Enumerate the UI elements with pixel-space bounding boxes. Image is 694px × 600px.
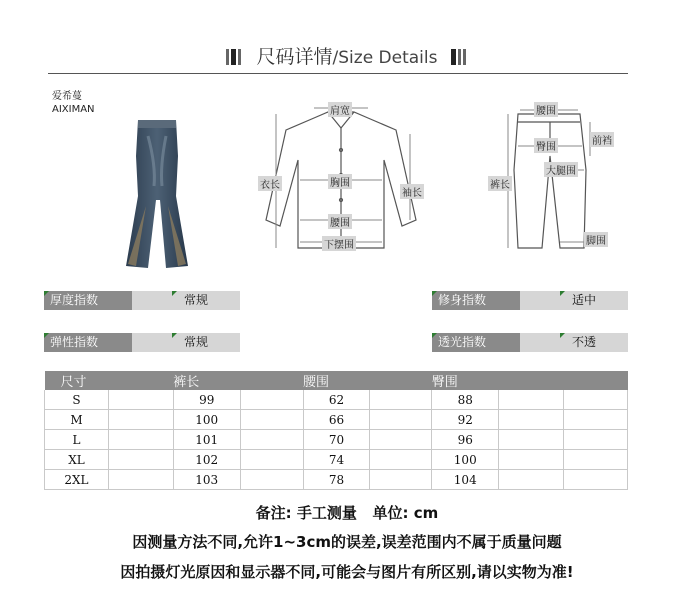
thickness-index-label: 厚度指数 xyxy=(44,291,132,310)
note-color-difference: 因拍摄灯光原因和显示器不同,可能会与图片有所区别,请以实物为准! xyxy=(120,563,574,581)
sheerness-index-value: 不透 xyxy=(572,333,596,352)
pants-label-front-rise: 前裆 xyxy=(590,132,614,147)
table-row xyxy=(45,470,628,490)
title-divider xyxy=(48,73,628,74)
elasticity-index xyxy=(44,333,240,352)
cell-hip: 96 xyxy=(432,430,499,450)
thickness-index xyxy=(44,291,240,310)
table-header-row xyxy=(45,371,628,390)
table-row xyxy=(45,410,628,430)
cell-length: 100 xyxy=(173,410,240,430)
title-separator: / xyxy=(332,48,339,68)
brand-name-en: AIXIMAN xyxy=(52,104,95,115)
jacket-measurement-diagram xyxy=(256,100,426,252)
jacket-label-chest: 胸围 xyxy=(328,174,352,189)
cell-waist: 62 xyxy=(303,390,370,410)
jacket-label-shoulder: 肩宽 xyxy=(328,102,352,117)
jacket-label-hem: 下摆围 xyxy=(322,236,356,251)
title-en: Size Details xyxy=(338,48,438,68)
header-length: 裤长 xyxy=(173,371,240,390)
note-measurement: 备注: 手工测量 单位: cm xyxy=(255,504,439,522)
header-waist: 腰围 xyxy=(303,371,370,390)
cell-hip: 92 xyxy=(432,410,499,430)
cell-waist: 66 xyxy=(303,410,370,430)
pants-label-waist: 腰围 xyxy=(534,102,558,117)
cell-waist: 74 xyxy=(303,450,370,470)
pants-measurement-diagram xyxy=(488,100,618,252)
brand-logo xyxy=(52,90,95,116)
sheerness-index xyxy=(432,333,628,352)
cell-size: S xyxy=(45,390,109,410)
cell-waist: 78 xyxy=(303,470,370,490)
elasticity-index-value: 常规 xyxy=(184,333,208,352)
jacket-label-sleeve: 袖长 xyxy=(400,184,424,199)
cell-size: L xyxy=(45,430,109,450)
table-row xyxy=(45,390,628,410)
cell-length: 103 xyxy=(173,470,240,490)
title-bars-left xyxy=(226,46,243,65)
sheerness-index-label: 透光指数 xyxy=(432,333,520,352)
jacket-label-length: 衣长 xyxy=(258,176,282,191)
pants-label-thigh: 大腿围 xyxy=(544,162,578,177)
fit-index-value: 适中 xyxy=(572,291,596,310)
jeans-photo xyxy=(118,116,198,272)
jacket-label-waist: 腰围 xyxy=(328,214,352,229)
fit-index-label: 修身指数 xyxy=(432,291,520,310)
cell-length: 102 xyxy=(173,450,240,470)
size-table xyxy=(44,371,628,490)
note-tolerance: 因测量方法不同,允许1~3cm的误差,误差范围内不属于质量问题 xyxy=(132,533,562,551)
cell-length: 101 xyxy=(173,430,240,450)
header-hip: 臀围 xyxy=(432,371,499,390)
fit-index xyxy=(432,291,628,310)
section-title xyxy=(0,42,694,72)
pants-label-leg-opening: 脚围 xyxy=(584,232,608,247)
cell-hip: 100 xyxy=(432,450,499,470)
thickness-index-value: 常规 xyxy=(184,291,208,310)
header-size: 尺寸 xyxy=(45,371,109,390)
title-zh: 尺码详情 xyxy=(256,46,333,68)
cell-hip: 88 xyxy=(432,390,499,410)
cell-hip: 104 xyxy=(432,470,499,490)
table-row xyxy=(45,450,628,470)
title-bars-right xyxy=(451,46,468,65)
table-row xyxy=(45,430,628,450)
pants-label-length: 裤长 xyxy=(488,176,512,191)
cell-length: 99 xyxy=(173,390,240,410)
cell-size: M xyxy=(45,410,109,430)
cell-size: 2XL xyxy=(45,470,109,490)
elasticity-index-label: 弹性指数 xyxy=(44,333,132,352)
brand-name-zh: 爱希蔓 xyxy=(52,91,82,102)
cell-size: XL xyxy=(45,450,109,470)
cell-waist: 70 xyxy=(303,430,370,450)
pants-label-hip: 臀围 xyxy=(534,138,558,153)
